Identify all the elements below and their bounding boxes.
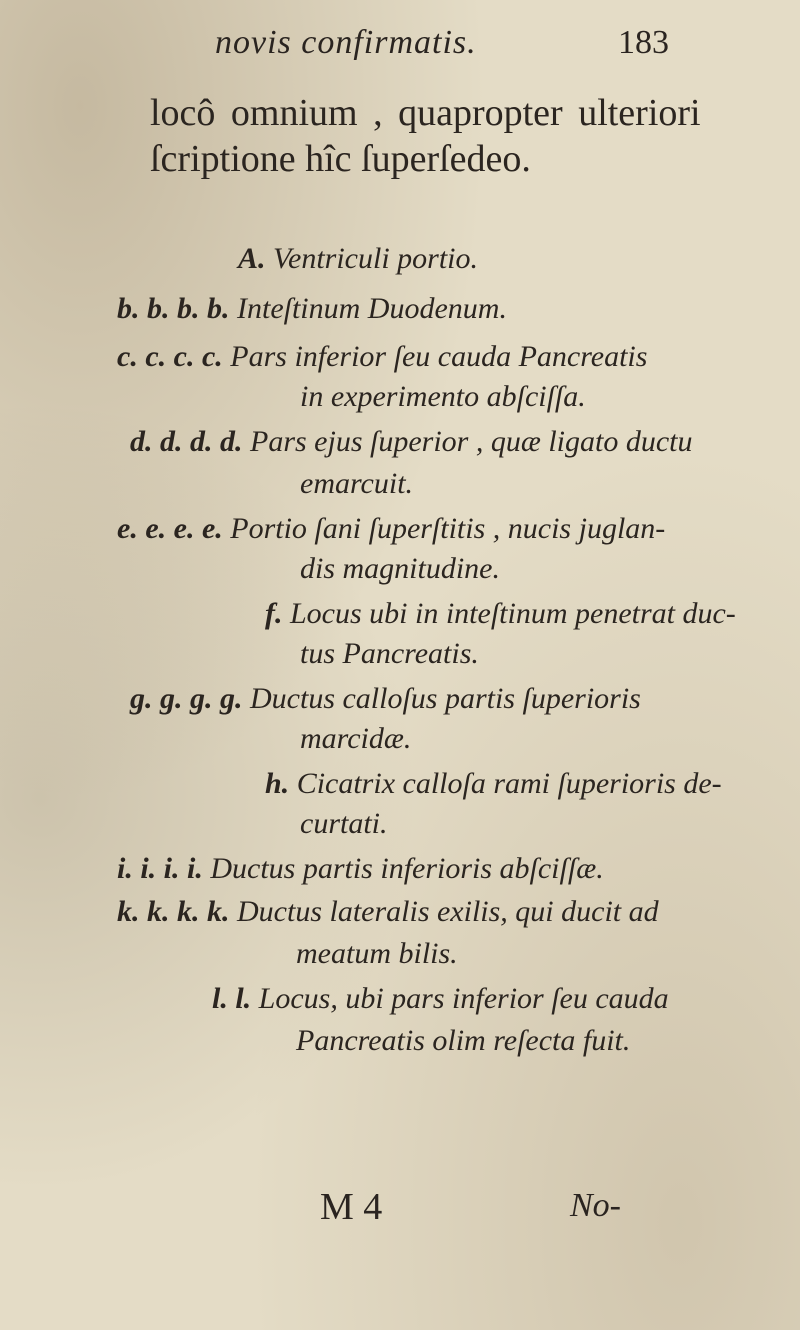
legend-entry-c-continuation [300, 378, 586, 416]
legend-description: Cicatrix calloſa rami ſuperioris de- [296, 767, 722, 800]
legend-key: d. d. d. d. [130, 425, 243, 458]
intro-line-1: locô omnium , quapropter ulteriori [150, 92, 701, 134]
legend-entry-b [117, 290, 507, 328]
legend-entry-k [117, 893, 659, 931]
legend-continuation: in experimento abſciſſa. [300, 380, 586, 413]
legend-entry-k-continuation [296, 935, 458, 973]
legend-continuation: Pancreatis olim reſecta fuit. [296, 1024, 631, 1057]
legend-description: Pars inferior ſeu cauda Pancreatis [230, 340, 648, 373]
legend-description: Ductus partis inferioris abſciſſæ. [210, 852, 604, 885]
legend-key: k. k. k. k. [117, 895, 230, 928]
legend-key: A. [238, 242, 266, 275]
legend-key: e. e. e. e. [117, 512, 223, 545]
catchword: No- [570, 1187, 621, 1224]
legend-description: Ductus calloſus partis ſuperioris [250, 682, 641, 715]
legend-entry-h [265, 765, 722, 803]
legend-entry-c [117, 338, 647, 376]
legend-key: l. l. [212, 982, 252, 1015]
legend-description: Inteſtinum Duodenum. [237, 292, 507, 325]
legend-continuation: dis magnitudine. [300, 552, 500, 585]
legend-description: Ventriculi portio. [273, 242, 479, 275]
legend-description: Locus ubi in inteſtinum penetrat duc- [290, 597, 736, 630]
legend-entry-e [117, 510, 665, 548]
legend-key: b. b. b. b. [117, 292, 230, 325]
legend-key: f. [265, 597, 283, 630]
intro-paragraph [150, 90, 770, 182]
legend-key: g. g. g. g. [130, 682, 243, 715]
legend-key: c. c. c. c. [117, 340, 223, 373]
legend-entry-e-continuation [300, 550, 500, 588]
page-number: 183 [618, 24, 669, 61]
legend-key: i. i. i. i. [117, 852, 203, 885]
legend-continuation: emarcuit. [300, 467, 414, 500]
legend-description: Portio ſani ſuperſtitis , nucis juglan- [230, 512, 666, 545]
legend-continuation: meatum bilis. [296, 937, 458, 970]
intro-line-2: ſcriptione hîc ſuperſedeo. [150, 138, 531, 180]
legend-continuation: curtati. [300, 807, 388, 840]
legend-entry-a [238, 240, 478, 278]
legend-entry-d-continuation [300, 465, 413, 503]
legend-entry-g [130, 680, 641, 718]
legend-continuation: tus Pancreatis. [300, 637, 479, 670]
legend-description: Ductus lateralis exilis, qui ducit ad [237, 895, 659, 928]
legend-description: Pars ejus ſuperior , quæ ligato ductu [250, 425, 693, 458]
legend-entry-i [117, 850, 604, 888]
legend-description: Locus, ubi pars inferior ſeu cauda [258, 982, 669, 1015]
legend-key: h. [265, 767, 290, 800]
legend-continuation: marcidæ. [300, 722, 412, 755]
legend-entry-f-continuation [300, 635, 479, 673]
page-footer [0, 1185, 800, 1235]
legend-entry-h-continuation [300, 805, 388, 843]
legend-entry-g-continuation [300, 720, 411, 758]
legend-entry-l [212, 980, 669, 1018]
page-header [0, 14, 800, 74]
legend-entry-f [265, 595, 736, 633]
signature-mark: M 4 [320, 1186, 383, 1228]
legend-entry-l-continuation [296, 1022, 630, 1060]
legend-entry-d [130, 423, 693, 461]
running-title: novis confirmatis. [215, 24, 477, 61]
